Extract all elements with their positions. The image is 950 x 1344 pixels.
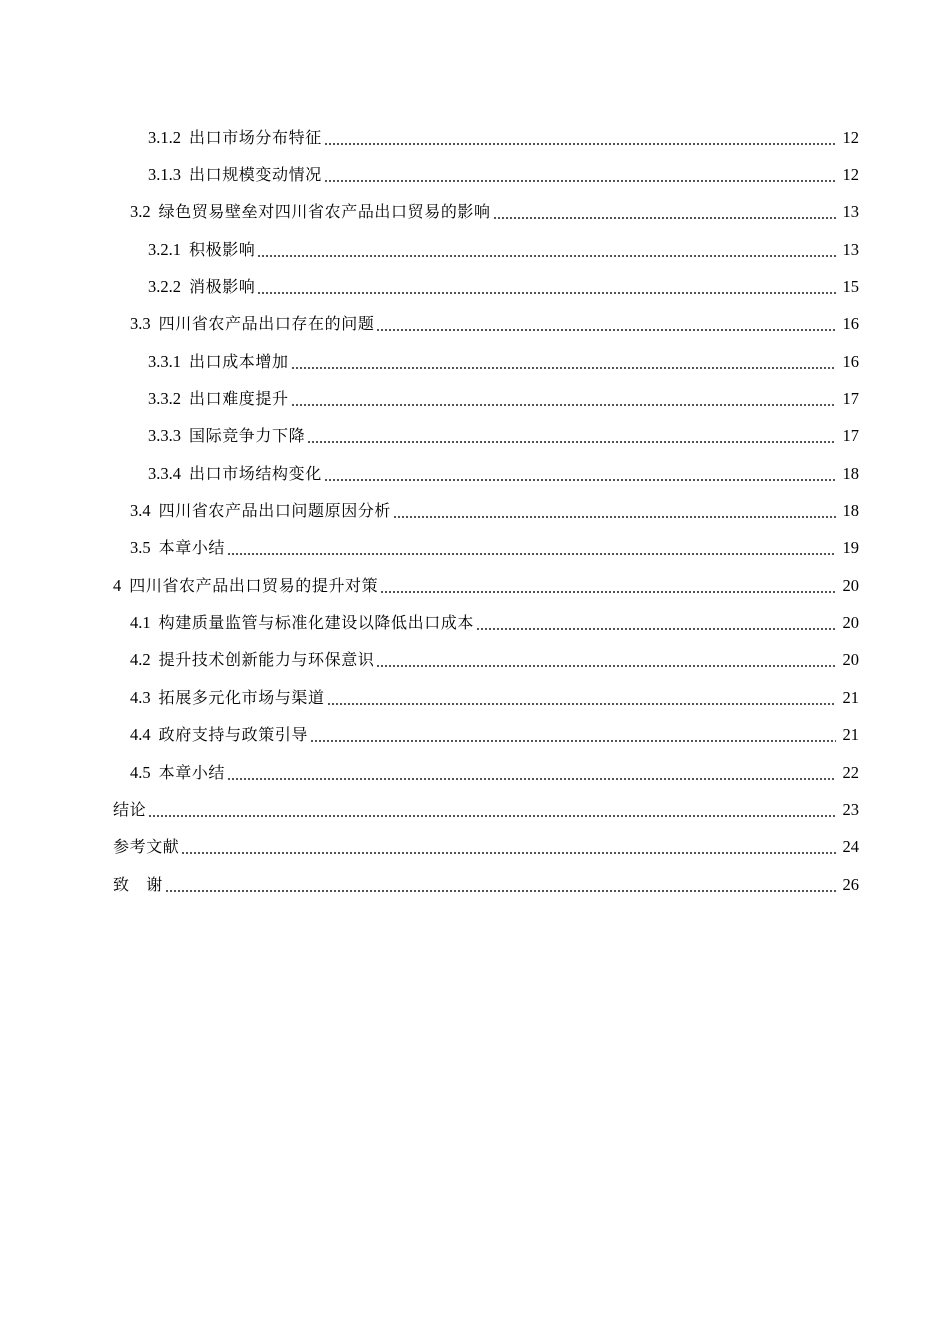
toc-dot-leader [324, 464, 836, 484]
toc-entry-number: 4.3 [130, 687, 151, 707]
toc-entry-number: 3.1.3 [148, 165, 181, 185]
toc-entry-page-number: 22 [842, 762, 859, 782]
toc-entry-page-number: 20 [842, 650, 859, 670]
toc-dot-leader [148, 800, 836, 820]
toc-entry-page-number: 16 [842, 314, 859, 334]
toc-entry-title: 出口市场结构变化 [189, 463, 322, 483]
toc-entry-page-number: 17 [842, 389, 859, 409]
toc-entry-title: 提升技术创新能力与环保意识 [158, 650, 375, 670]
toc-entry[interactable] [0, 717, 950, 754]
toc-entry-page-number: 20 [842, 575, 859, 595]
table-of-contents [0, 119, 950, 903]
toc-entry-page-number: 18 [842, 463, 859, 483]
toc-dot-leader [291, 389, 836, 409]
toc-entry-title: 四川省农产品出口问题原因分析 [158, 501, 392, 521]
toc-entry-page-number: 17 [842, 426, 859, 446]
toc-entry-number: 4.1 [130, 613, 151, 633]
toc-dot-leader [493, 202, 836, 222]
toc-entry-number: 3.5 [130, 538, 151, 558]
toc-entry-number: 4.4 [130, 725, 151, 745]
toc-entry[interactable] [0, 567, 950, 604]
toc-dot-leader [376, 314, 836, 334]
toc-entry-title: 出口难度提升 [189, 389, 289, 409]
toc-entry-number: 4.5 [130, 762, 151, 782]
toc-entry-title: 四川省农产品出口贸易的提升对策 [129, 575, 379, 595]
toc-entry-title: 致 谢 [113, 874, 163, 894]
toc-entry[interactable] [0, 343, 950, 380]
toc-entry-number: 3.2.1 [148, 239, 181, 259]
toc-entry-page-number: 24 [842, 837, 859, 857]
toc-entry[interactable] [0, 642, 950, 679]
toc-entry-title: 出口市场分布特征 [189, 127, 322, 147]
toc-entry-title: 结论 [113, 799, 147, 819]
toc-entry[interactable] [0, 791, 950, 828]
toc-entry-page-number: 16 [842, 351, 859, 371]
toc-dot-leader [165, 875, 836, 895]
toc-entry-title: 构建质量监管与标准化建设以降低出口成本 [158, 613, 475, 633]
toc-entry-number: 3.3.3 [148, 426, 181, 446]
toc-entry-page-number: 12 [842, 127, 859, 147]
toc-entry-number: 3.3.2 [148, 389, 181, 409]
toc-entry-page-number: 23 [842, 799, 859, 819]
toc-dot-leader [310, 725, 836, 745]
toc-entry[interactable] [0, 492, 950, 529]
toc-entry[interactable] [0, 455, 950, 492]
toc-entry[interactable] [0, 306, 950, 343]
toc-entry[interactable] [0, 829, 950, 866]
toc-dot-leader [257, 277, 836, 297]
toc-entry[interactable] [0, 679, 950, 716]
toc-entry[interactable] [0, 194, 950, 231]
toc-entry-page-number: 13 [842, 202, 859, 222]
toc-entry[interactable] [0, 380, 950, 417]
toc-entry-title: 出口规模变动情况 [189, 165, 322, 185]
toc-dot-leader [227, 763, 836, 783]
toc-entry[interactable] [0, 231, 950, 268]
toc-dot-leader [181, 837, 836, 857]
toc-entry-number: 3.3.4 [148, 463, 181, 483]
toc-entry-page-number: 18 [842, 501, 859, 521]
toc-entry-number: 4.2 [130, 650, 151, 670]
toc-entry[interactable] [0, 866, 950, 903]
toc-entry-title: 积极影响 [189, 239, 256, 259]
toc-entry-number: 3.3.1 [148, 351, 181, 371]
toc-entry-title: 拓展多元化市场与渠道 [158, 687, 325, 707]
toc-dot-leader [376, 650, 836, 670]
toc-entry[interactable] [0, 156, 950, 193]
toc-dot-leader [380, 576, 836, 596]
toc-entry-title: 出口成本增加 [189, 351, 289, 371]
toc-dot-leader [393, 501, 836, 521]
toc-entry-page-number: 12 [842, 165, 859, 185]
toc-entry-title: 绿色贸易壁垒对四川省农产品出口贸易的影响 [158, 202, 491, 222]
toc-entry[interactable] [0, 530, 950, 567]
toc-entry-title: 本章小结 [158, 538, 226, 558]
toc-entry-title: 国际竞争力下降 [189, 426, 306, 446]
toc-entry[interactable] [0, 604, 950, 641]
toc-dot-leader [324, 165, 836, 185]
toc-entry[interactable] [0, 119, 950, 156]
toc-entry-page-number: 13 [842, 239, 859, 259]
toc-dot-leader [227, 538, 836, 558]
toc-entry-page-number: 19 [842, 538, 859, 558]
toc-entry-number: 3.2.2 [148, 277, 181, 297]
toc-dot-leader [307, 426, 836, 446]
toc-entry-title: 消极影响 [189, 277, 256, 297]
toc-dot-leader [291, 352, 836, 372]
toc-entry-page-number: 15 [842, 277, 859, 297]
toc-entry-title: 四川省农产品出口存在的问题 [158, 314, 375, 334]
toc-entry-number: 3.4 [130, 501, 151, 521]
toc-entry-page-number: 26 [842, 874, 859, 894]
toc-entry[interactable] [0, 754, 950, 791]
toc-dot-leader [257, 240, 836, 260]
toc-entry-number: 3.1.2 [148, 127, 181, 147]
toc-entry-number: 3.2 [130, 202, 151, 222]
toc-entry[interactable] [0, 268, 950, 305]
toc-dot-leader [324, 128, 836, 148]
toc-entry-page-number: 20 [842, 613, 859, 633]
toc-entry-number: 4 [113, 575, 122, 595]
toc-entry-number: 3.3 [130, 314, 151, 334]
toc-entry-page-number: 21 [842, 725, 859, 745]
toc-entry[interactable] [0, 418, 950, 455]
toc-dot-leader [327, 688, 836, 708]
toc-dot-leader [476, 613, 836, 633]
toc-entry-title: 政府支持与政策引导 [158, 725, 309, 745]
toc-entry-title: 参考文献 [113, 837, 180, 857]
toc-entry-page-number: 21 [842, 687, 859, 707]
toc-entry-title: 本章小结 [158, 762, 226, 782]
